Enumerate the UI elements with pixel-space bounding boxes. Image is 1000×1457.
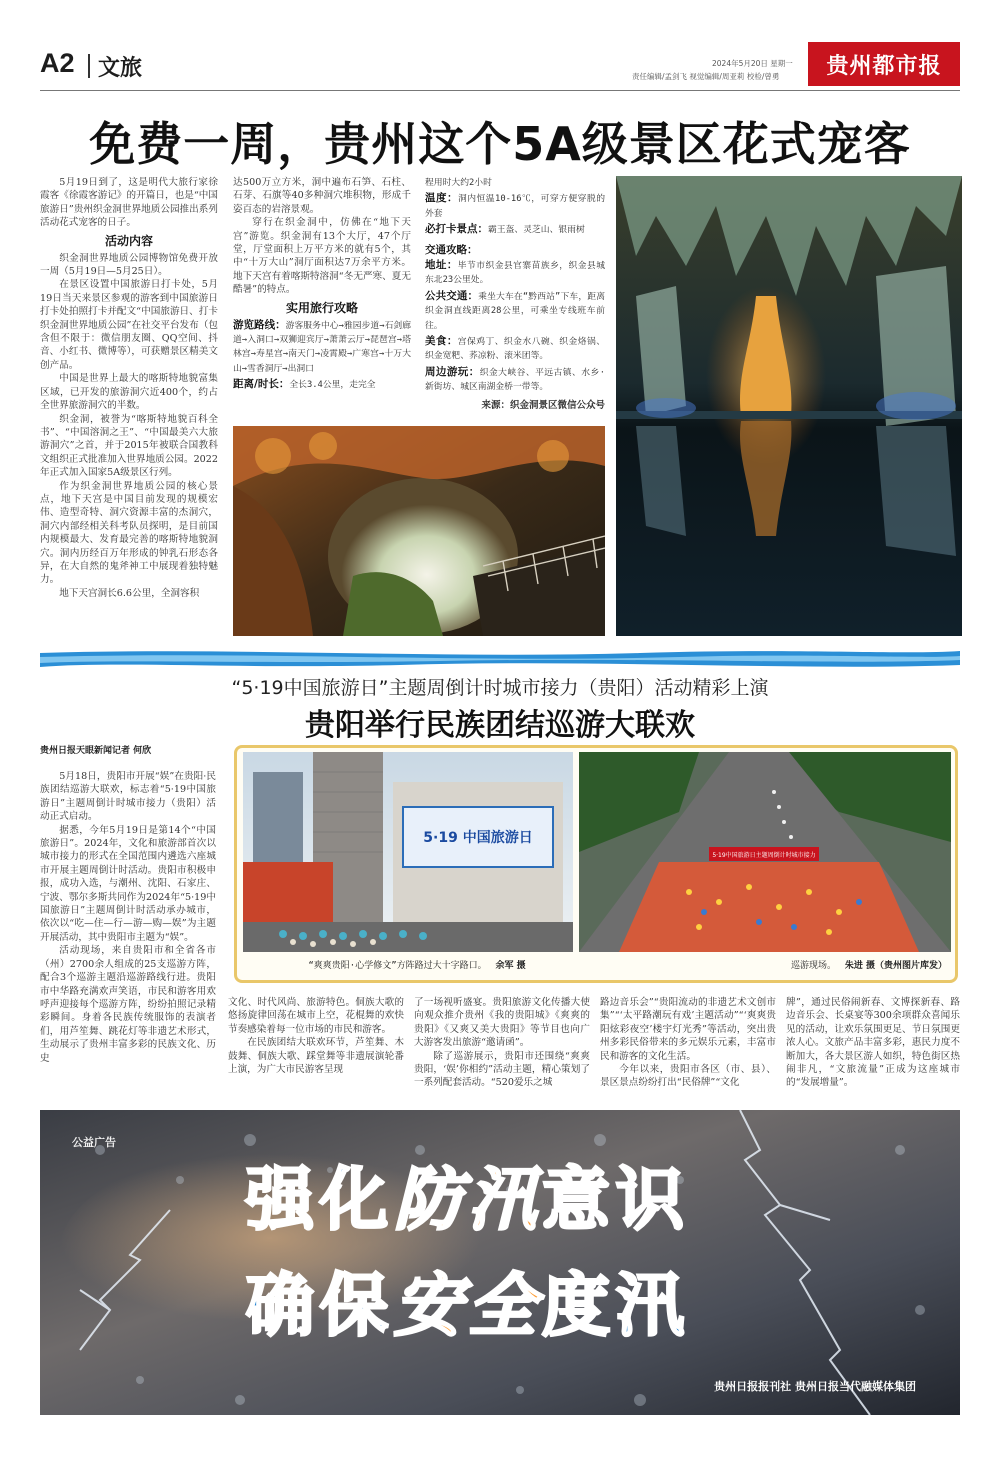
guide-label: 地址： bbox=[425, 259, 458, 272]
paragraph: 牌”，通过民俗闹新春、文博探新春、路边音乐会、长桌宴等300余项群众喜闻乐见的活动，让欢乐氛围更足、节日氛围更浓人心。文旅产品丰富多彩，惠民力度不断加大，各大景区游人如织，特色街区热闹非凡，“文旅流量”正成为这座城市的“发展增量”。 bbox=[786, 997, 960, 1089]
cave-interior-photo bbox=[616, 176, 962, 636]
article2-subhead: “5·19中国旅游日”主题周倒计时城市接力（贵阳）活动精彩上演 bbox=[231, 677, 769, 699]
caption-text: 巡游现场。 bbox=[790, 961, 836, 971]
paragraph: 除了巡游展示，贵阳市还围绕“爽爽贵阳，‘娱’你相约”活动主题，精心策划了一系列配套活动。“520爱乐之城 bbox=[414, 1050, 590, 1089]
paragraph: 路边音乐会”“贵阳流动的非遗艺术文创市集”“‘太平路潮玩有戏’主题活动”“‘爽爽贵阳炫彩夜空’楼宇灯光秀”等活动，突出贵州多彩民俗带来的多元娱乐元素，丰富市民和游客的文化生活。 bbox=[600, 997, 776, 1062]
guide-label: 交通攻略： bbox=[425, 243, 478, 256]
guide-distance bbox=[233, 378, 411, 392]
masthead bbox=[808, 42, 960, 86]
article-source: 来源：织金洞景区微信公众号 bbox=[481, 399, 605, 411]
guide-distance-cont bbox=[425, 176, 605, 190]
guide-transport-heading bbox=[425, 244, 605, 257]
cave-interior-image bbox=[616, 176, 962, 636]
ad-word: 意识 bbox=[542, 1161, 691, 1240]
guide-label: 公共交通： bbox=[425, 289, 479, 302]
article1-column-3 bbox=[425, 176, 605, 424]
parade-aerial-photo bbox=[579, 752, 951, 952]
guide-public-transport bbox=[425, 290, 605, 333]
guide-label: 距离/时长： bbox=[233, 378, 290, 391]
article2-column-5 bbox=[786, 996, 960, 1096]
caption-credit: 朱进 摄（贵州图片库发） bbox=[844, 961, 947, 971]
ad-label: 公益广告 bbox=[72, 1136, 116, 1149]
flood-prevention-ad bbox=[40, 1110, 960, 1415]
article1-column-1 bbox=[40, 176, 218, 638]
ad-word: 强化 bbox=[246, 1161, 395, 1240]
article2-byline: 贵州日报天眼新闻记者 何欣 bbox=[40, 746, 152, 756]
paragraph: 作为织金洞世界地质公园的核心景点，地下天宫是中国目前发现的规模宏伟、造型奇特、洞穴资源丰富的杰洞穴，洞穴内部经相关科考队员探明，是目前国内规模最大、发育最完善的喀斯特地貌洞穴。洞内历经百万年形成的钟乳石形态各异，在大自然的鬼斧神工中展现着独特魅力。 bbox=[40, 480, 218, 586]
paragraph: 在民族团结大联欢环节，芦笙舞、木鼓舞、侗族大歌、踩堂舞等非遗展演轮番上演，为广大市民游客呈现 bbox=[228, 1037, 404, 1076]
ad-word: 度汛 bbox=[542, 1267, 691, 1346]
masthead-name: 贵州都市报 bbox=[826, 52, 942, 79]
ad-word-highlight: 防汛 bbox=[394, 1161, 543, 1240]
caption-credit: 余军 摄 bbox=[495, 961, 526, 971]
header-rule bbox=[40, 90, 960, 91]
parade-street-photo bbox=[243, 752, 573, 952]
paragraph: 5月18日，贵阳市开展“娱”在贵阳·民族团结巡游大联欢，标志着“5·19中国旅游日”主题周倒计时城市接力（贵阳）活动正式启动。 bbox=[40, 771, 216, 823]
ad-sponsor: 贵州日报报刊社 贵州日报当代融媒体集团 bbox=[714, 1380, 916, 1393]
guide-label: 美食： bbox=[425, 335, 458, 348]
guide-value: 游客服务中心→雅园步道→石剑廊道→入洞口→双狮迎宾厅→萧萧云厅→琵琶宫→塔林宫→寿星宫→南天门→凌霄殿→广寒宫→十万大山→雪香洞厅→出洞口 bbox=[233, 320, 411, 374]
paragraph: 中国是世界上最大的喀斯特地貌富集区域，已开发的旅游洞穴近400个，约占全世界旅游洞穴的半数。 bbox=[40, 373, 218, 412]
caption-right bbox=[737, 958, 947, 971]
guide-label: 游览路线： bbox=[233, 318, 286, 331]
guide-value: 霸王盔、灵芝山、银雨树 bbox=[488, 225, 585, 236]
paragraph: 织金洞，被誉为“喀斯特地貌百科全书”、“中国溶洞之王”、“中国最美六大旅游洞穴”之首，并于2015年被联合国教科文组织正式批准加入世界地质公园。2022年正式加入国家5A级景区行列。 bbox=[40, 413, 218, 479]
article2-column-2 bbox=[228, 996, 404, 1096]
section-divider-wave bbox=[40, 645, 960, 671]
guide-value: 程用时大约2小时 bbox=[425, 178, 492, 188]
caption-text: “爽爽贵阳·心学修文”方阵路过大十字路口。 bbox=[308, 961, 487, 971]
paragraph: 地下天宫洞长6.6公里，全洞容积 bbox=[59, 587, 200, 599]
guide-label: 温度： bbox=[425, 192, 458, 205]
photo-frame bbox=[234, 745, 958, 983]
caption-left bbox=[267, 958, 567, 971]
paragraph: 据悉，今年5月19日是第14个“中国旅游日”。2024年，文化和旅游部首次以城市接力的形式在全国范围内遴选六座城市开展主题周倒计时活动。贵阳市积极申报，成功入选，与潮州、沈阳、石家庄、宁波、鄂尔多斯共同作为2024年“5·19中国旅游日”主题周倒计时活动承办城市，依次以“吃—住—行—游—购—娱”为主题开展活动，其中贵阳市主题为“娱”。 bbox=[40, 824, 216, 943]
paragraph: 文化、时代风尚、旅游特色。侗族大歌的悠扬旋律回荡在城市上空，花棍舞的欢快节奏感染着每一位市场的市民和游客。 bbox=[228, 997, 404, 1035]
section-divider bbox=[88, 54, 90, 78]
page-header bbox=[40, 48, 960, 88]
paragraph: 织金洞世界地质公园博物馆免费开放一周（5月19日—5月25日）。 bbox=[40, 252, 218, 278]
headline-main: 免费一周，贵州这个5A级景区花式宠客 bbox=[89, 117, 911, 171]
ad-line-1 bbox=[246, 1146, 806, 1243]
guide-food bbox=[425, 335, 605, 364]
subheading-activity: 活动内容 bbox=[104, 233, 153, 248]
cave-entrance-image bbox=[233, 426, 605, 636]
paragraph: 穿行在织金洞中，仿佛在“地下天宫”游览。织金洞有13个大厅，47个厅堂，厅堂面积上万平方米的就有5个，其中“十万大山”洞厅面积达7万余平方米。地下天宫有着喀斯特溶洞“冬无严寒、夏无酷暑”的特点。 bbox=[233, 217, 411, 296]
page-number: A2 bbox=[40, 48, 75, 78]
guide-nearby bbox=[425, 366, 605, 395]
cave-entrance-photo bbox=[233, 426, 605, 636]
article2-column-1 bbox=[40, 770, 216, 1096]
ad-line-2 bbox=[246, 1252, 806, 1349]
article2-column-4 bbox=[600, 996, 776, 1096]
guide-value: 乘坐大车在“黔西站”下车，距离织金洞直线距离28公里，可乘坐专线班车前往。 bbox=[425, 291, 605, 331]
section-title: 文旅 bbox=[98, 56, 143, 81]
guide-route bbox=[233, 319, 411, 377]
paragraph: 活动现场，来自贵阳市和全省各市（州）2700余人组成的25支巡游方阵，配合3个巡游主题沿巡游路线行进。贵阳市中华路充满欢声笑语，市民和游客用欢呼声迎接每个巡游方阵，纷纷拍照记录精彩瞬间。身着各民族传统服饰的表演者们，用芦笙舞、跳花灯等非遗艺术形式，生动展示了贵州丰富多彩的民族文化、历史 bbox=[40, 945, 216, 1064]
guide-value: 全长3.4公里，走完全 bbox=[289, 380, 376, 391]
article2-headline: 贵阳举行民族团结巡游大联欢 bbox=[305, 708, 695, 743]
guide-value: 毕节市织金县官寨苗族乡，织金县城东北23公里处。 bbox=[425, 261, 605, 286]
ad-word: 确保 bbox=[246, 1267, 395, 1346]
article1-column-2 bbox=[233, 176, 411, 424]
banner-text: 5·19中国旅游日主题周倒计时城市接力 bbox=[712, 852, 816, 859]
billboard-text: 5·19 中国旅游日 bbox=[423, 830, 533, 846]
paragraph: 了一场视听盛宴。贵阳旅游文化传播大使向观众推介贵州《我的贵阳城》《爽爽的贵阳》《又爽又美大贵阳》等节目也向广大游客发出旅游“邀请函”。 bbox=[414, 997, 590, 1049]
guide-must-see bbox=[425, 223, 605, 237]
guide-value: 洞内恒温10-16℃，可穿方便穿脱的外套 bbox=[425, 194, 605, 219]
editor-credits: 责任编辑/孟剑飞 视觉编辑/周亚莉 校检/曾勇 bbox=[632, 72, 780, 81]
guide-value: 宫保鸡丁、织金水八碗、织金烙锅、织金宽粑、荞凉粉、滚米团等。 bbox=[425, 337, 605, 362]
guide-address bbox=[425, 259, 605, 288]
guide-label: 周边游玩： bbox=[425, 365, 480, 378]
paragraph: 达500万立方米，洞中遍布石笋、石柱、石芽、石旗等40多种洞穴堆积物，形成千姿百态的岩溶景观。 bbox=[233, 177, 411, 215]
ad-word-highlight: 安全 bbox=[394, 1267, 543, 1346]
guide-value: 织金大峡谷、平远古镇、水乡·新街坊、城区南湖金桥一带等。 bbox=[425, 367, 605, 393]
subheading-travel-guide: 实用旅行攻略 bbox=[285, 300, 358, 315]
guide-label: 必打卡景点： bbox=[425, 223, 488, 236]
guide-temperature bbox=[425, 192, 605, 221]
paragraph: 在景区设置中国旅游日打卡处，5月19日当天来景区参观的游客到中国旅游日打卡处拍照打卡并配文“中国旅游日、打卡织金洞世界地质公园”在社交平台发布（包含但不限于：微信朋友圈、QQ空间、抖音、小红书、微博等），可获赠景区精美文创产品。 bbox=[40, 279, 218, 371]
paragraph: 5月19日到了，这是明代大旅行家徐霞客《徐霞客游记》的开篇日，也是“中国旅游日”贵州织金洞世界地质公园推出系列活动花式宠客的日子。 bbox=[40, 177, 218, 229]
article2-column-3 bbox=[414, 996, 590, 1096]
issue-date: 2024年5月20日 星期一 bbox=[712, 59, 793, 68]
paragraph: 今年以来，贵阳市各区（市、县）、景区景点纷纷打出“民俗牌”“文化 bbox=[600, 1064, 776, 1089]
